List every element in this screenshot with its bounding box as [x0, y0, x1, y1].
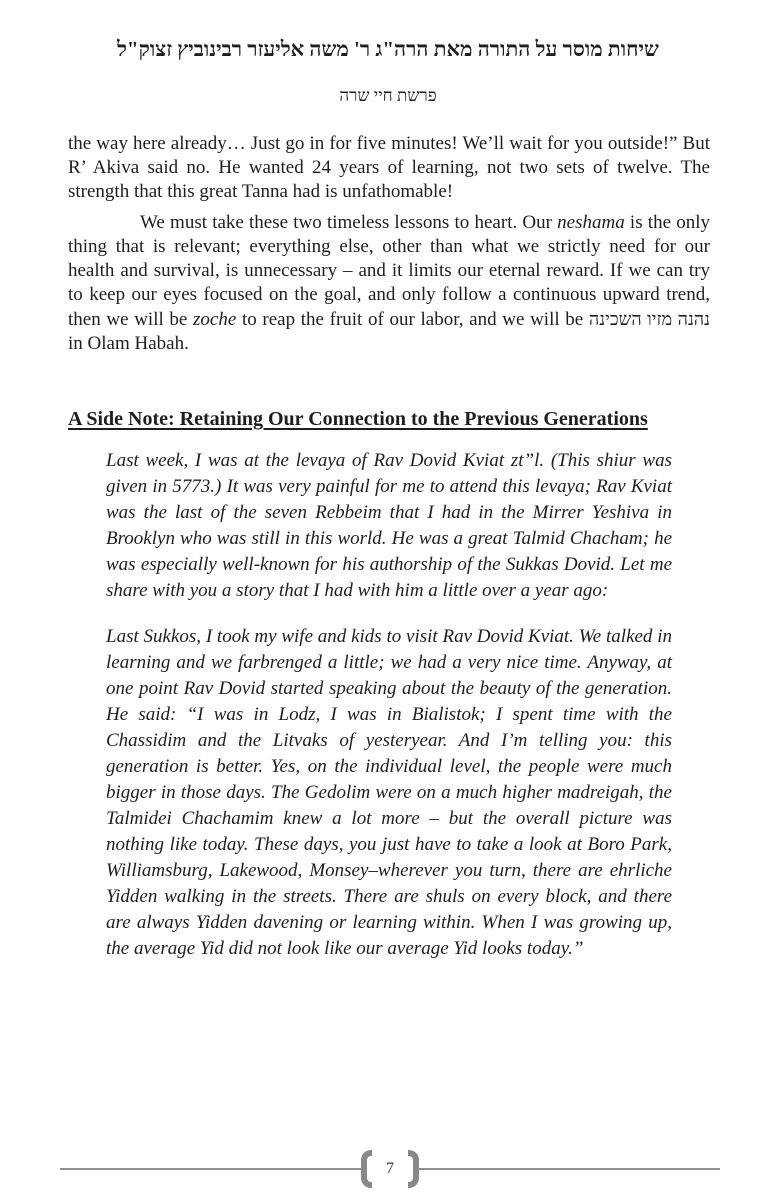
section-heading: A Side Note: Retaining Our Connection to the Previous Generations: [68, 408, 648, 430]
text-run: in Olam Habah.: [68, 333, 189, 354]
quote-sukkos-visit: Last Sukkos, I took my wife and kids to visit Rav Dovid Kviat. We talked in learning and we farbrenged a little; we had a very nice time. Anyway, at one point Rav Dovid started speaking about the beauty of the generation. He said: “I was in Lodz, I was in Bialistok; I spent time with the Chassidim and the Litvaks of yesteryear. And I’m telling you: this generation is better. Yes, on the individual level, the people were much bigger in those days. The Gedolim were on a much higher madreigah, the Talmidei Chachamim knew a lot more – but the overall picture was nothing like today. These days, you just have to take a look at Boro Park, Williamsburg, Lakewood, Monsey–wherever you turn, there are ehrliche Yidden walking in the streets. There are shuls on every block, and there are always Yidden davening or learning within. When I was growing up, the average Yid did not look like our average Yid looks today.”: [106, 626, 672, 959]
paragraph-akiva: the way here already… Just go in for five minutes! We’ll wait for you outside!” But R’ Akiva said no. He wanted 24 years of learning, not two sets of twelve. The strength that this great Tanna had is unfathomable!: [68, 133, 710, 202]
italic-term-neshama: neshama: [557, 212, 625, 233]
document-body: [68, 132, 710, 962]
page-footer: [60, 1150, 720, 1188]
paragraph-lessons: [68, 211, 710, 356]
parsha-subtitle: פרשת חיי שרה: [339, 86, 437, 105]
hebrew-inline-phrase: נהנה מזיו השכינה: [588, 309, 710, 329]
right-bracket-icon: [408, 1150, 419, 1188]
quote-levaya: Last week, I was at the levaya of Rav Dovid Kviat zt”l. (This shiur was given in 5773.) It was very painful for me to attend this levaya; Rav Kviat was the last of the seven Rebbeim that I had in the Mirrer Yeshiva in Brooklyn who was still in this world. He was a great Talmid Chacham; he was especially well-known for his authorship of the Sukkas Dovid. Let me share with you a story that I had with him a little over a year ago:: [106, 450, 672, 601]
text-run: to reap the fruit of our labor, and we will be: [236, 309, 589, 330]
footer-rule-right: [419, 1168, 720, 1170]
text-run: We must take these two timeless lessons to heart. Our: [140, 212, 558, 233]
left-bracket-icon: [361, 1150, 372, 1188]
footer-rule-left: [60, 1168, 361, 1170]
italic-term-zoche: zoche: [193, 309, 237, 330]
hebrew-title: שיחות מוסר על התורה מאת הרה"ג ר' משה אליעזר רבינוביץ זצוק"ל: [117, 37, 659, 61]
text-run: is the only thing that is relevant; everything else, other than what we strictly need for our health and survival, is unnecessary – and it limits our eternal reward. If we can try to keep our eyes focused on the goal, and only follow a continuous upward trend, then we will be: [68, 212, 710, 330]
document-header: [0, 0, 776, 106]
page-number: 7: [386, 1160, 394, 1177]
